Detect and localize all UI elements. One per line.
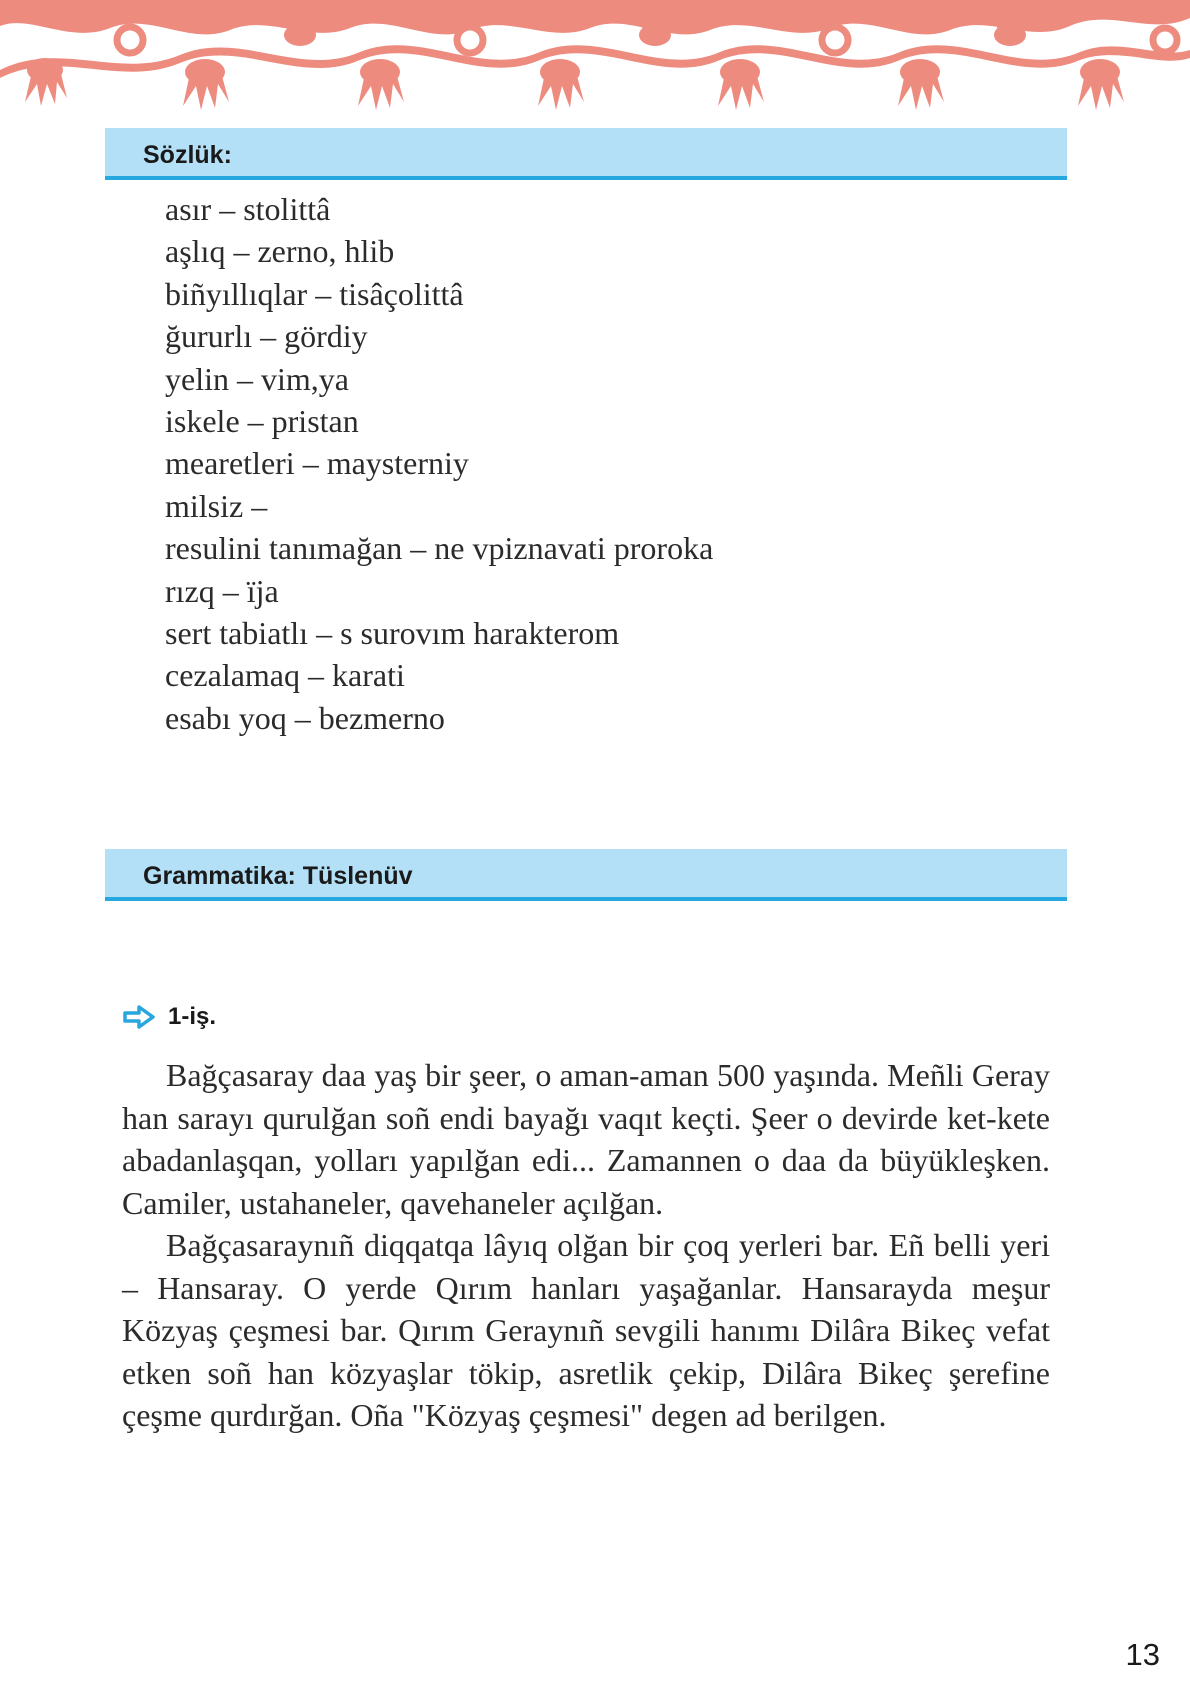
page-number: 13	[1125, 1637, 1160, 1672]
vocabulary-item: asır – stolittâ	[165, 191, 331, 227]
vocabulary-item: cezalamaq – karati	[165, 657, 405, 694]
task-label: 1-iş.	[168, 1003, 217, 1030]
vocabulary-item: ğururlı – gördiy	[165, 318, 368, 355]
vocabulary-section-header	[105, 128, 1067, 180]
arrow-right-icon	[122, 1004, 156, 1030]
vocabulary-list	[165, 188, 713, 739]
paragraph: Bağçasaray daa yaş bir şeer, o aman-aman 500 yaşında. Meñli Geray han sarayı qurulğan soñ endi bayağı vaqıt keçti. Şeer o devirde ket-kete abadanlaşqan, yolları yapılğan edi... Zamannen o daa da büyükleşken. Camiler, ustahaneler, qavehaneler açılğan.	[122, 1057, 1050, 1221]
grammar-heading: Grammatika: Tüslenüv	[143, 862, 413, 890]
task-heading	[122, 1000, 216, 1034]
vocabulary-heading: Sözlük:	[143, 141, 232, 169]
vocabulary-item: rızq – ïja	[165, 572, 279, 609]
grammar-section-header	[105, 849, 1067, 901]
vocabulary-item: mearetleri – maysterniy	[165, 445, 469, 482]
paragraph: Bağçasaraynıñ diqqatqa lâyıq olğan bir çoq yerleri bar. Eñ belli yeri – Hansaray. O yerde Qırım hanları yaşağanlar. Hansarayda meşur Közyaş çeşmesi bar. Qırım Geraynıñ sevgili hanımı Dilâra Bikeç vefat etken soñ han közyaşlar tökip, asretlik çekip, Dilâra Bikeç şerefine çeşme qurdırğan. Oña "Közyaş çeşmesi" degen ad berilgen.	[122, 1227, 1050, 1433]
vocabulary-item: iskele – pristan	[165, 403, 359, 440]
vocabulary-item: yelin – vim,ya	[165, 360, 349, 397]
floral-ornament-border	[0, 0, 1190, 110]
vocabulary-item: esabı yoq – bezmerno	[165, 699, 445, 736]
vocabulary-item: sert tabiatlı – s surovım harakterom	[165, 615, 620, 652]
vocabulary-item: aşlıq – zerno, hlib	[165, 233, 395, 270]
vocabulary-item: biñyıllıqlar – tisâçolittâ	[165, 275, 464, 312]
task-text	[122, 1054, 1050, 1437]
vocabulary-item: resulini tanımağan – ne vpiznavati proroka	[165, 530, 714, 567]
vocabulary-item: milsiz –	[165, 487, 268, 524]
